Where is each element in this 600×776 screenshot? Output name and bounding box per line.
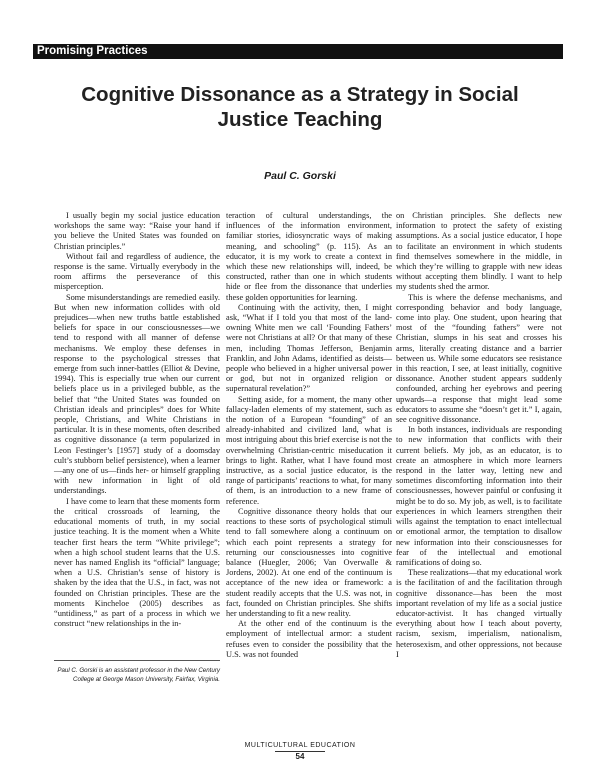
paragraph: I have come to learn that these moments form the critical crossroads of learning, the educational moments of truth, in my social justice teaching. It is the moment when a White teacher first hears the term “White privilege”; when a high school student learns that the U.S. never has named English its “official” language; when a U.S. Christian’s sense of history is shaken by the idea that the U.S., in fact, was not founded on Christian principles. These are the moments Kincheloe (2005) describes as “untidiness,” as part of a process in which we construct “new relationships in the in- — [54, 496, 220, 629]
section-banner: Promising Practices — [33, 44, 563, 59]
footer-journal-name: MULTICULTURAL EDUCATION — [244, 742, 356, 749]
author-note: Paul C. Gorski is an assistant professor in the New Century College at George Mason University, Fairfax, Virginia. — [57, 667, 220, 683]
paragraph: Cognitive dissonance theory holds that our reactions to these sorts of psychological stimuli tend to fall somewhere along a continuum on which each point represents a strategy for returning our consciousnesses into cognitive balance (Huegler, 2006; Van Overwalle & Jordens, 2002). At one end of the continuum is acceptance of the new idea or framework: a student readily accepts that the U.S. was not, in fact, founded on Christian principles. She shifts her understanding to fit a new reality. — [226, 506, 392, 618]
text-column-2 — [226, 211, 392, 660]
paragraph: These realizations—that my educational work is the facilitation of and the facilitation through cognitive dissonance—has been the most important revelation of my life as a social justice educator-activist. It has changed virtually everything about how I teach about poverty, racism, sexism, imperialism, nationalism, heterosexism, and other oppressions, not because I — [396, 568, 562, 659]
paragraph: In both instances, individuals are responding to new information that conflicts with their current beliefs. My job, as an educator, is to create an atmosphere in which more learners respond in the latter way, letting new and sometimes discomforting information into their consciousnesses, however painful or confusing it might be to do so. My job, as well, is to facilitate experiences in which learners strengthen their wills against the temptation to enact intellectual or emotional armor, the temptation to disallow new information into their consciousnesses for fear of the intellectual and emotional ramifications of doing so. — [396, 425, 562, 567]
paragraph: on Christian principles. She deflects new information to protect the safety of existing assumptions. As a social justice educator, I hope to facilitate an environment in which students find themselves somewhere in the middle, in which they’re willing to grapple with new ideas without accepting them blindly. I want to help my students shed the armor. — [396, 211, 562, 292]
author-note-divider — [54, 660, 220, 661]
paragraph: Setting aside, for a moment, the many other fallacy-laden elements of my statement, such as the notion of a European “founding” of an already-inhabited and civilized land, what is most intriguing about this brief exercise is not the overwhelming Christian-centric miseducation it brings to light. Rather, what I have found most instructive, as a social justice educator, is the range of participants’ reactions to what, for many of them, is an introduction to a new frame of reference. — [226, 394, 392, 506]
article-author: Paul C. Gorski — [264, 170, 336, 182]
paragraph: Continuing with the activity, then, I might ask, “What if I told you that most of the land-owning White men we call ‘Founding Fathers’ were not Christians at all? Or that many of these men, including Thomas Jefferson, Benjamin Franklin, and John Adams, identified as deists—people who believed in a higher universal power or god, but not in organized religion or supernatural revelation?” — [226, 302, 392, 394]
text-column-3 — [396, 211, 562, 660]
paragraph: Without fail and regardless of audience, the response is the same. Virtually everybody in the room affirms the perseverance of this misperception. — [54, 251, 220, 292]
paragraph: This is where the defense mechanisms, and corresponding behavior and body language, come into play. One student, upon hearing that most of the “founding fathers” were not Christian, slumps in his seat and crosses his arms, literally creating distance and a barrier between us. While some educators see resistance in this reaction, I see, at least initially, cognitive dissonance. Another student appears suddenly confounded, arching her eyebrows and peering upwards—a response that might lead some educators to assume she “doesn’t get it.” I, again, see cognitive dissonance. — [396, 292, 562, 425]
text-column-1 — [54, 211, 220, 629]
page-number: 54 — [295, 752, 305, 761]
article-title: Cognitive Dissonance as a Strategy in Social Justice Teaching — [81, 83, 519, 131]
paragraph: teraction of cultural understandings, the influences of the information environment, familiar stories, idiosyncratic ways of making meaning, and schooling” (p. 115). As an educator, it is my work to create a context in which these new relationships will, indeed, be constructed, rather than one in which students hide or flee from the dissonance that underlies these golden opportunities for learning. — [226, 211, 392, 302]
paragraph: I usually begin my social justice education workshops the same way: “Raise your hand if you believe the United States was founded on Christian principles.” — [54, 211, 220, 251]
paragraph: At the other end of the continuum is the employment of intellectual armor: a student refuses even to consider the possibility that the U.S. was not founded — [226, 619, 392, 659]
paragraph: Some misunderstandings are remedied easily. But when new information collides with old prejudices—when new truths battle established beliefs for space in our consciousnesses—we tend to respond with all manner of defense mechanisms. We employ these defenses in response to the psychological stresses that emerge from such inner-battles (Elliot & Devine, 1994). This is especially true when our current beliefs place us in a privileged bubble, as the belief that “the United States was founded on Christian ideals and principles” does for White people, Christians, and White Christians in particular. It is in these moments, often described as cognitive dissonance (a term popularized in Leon Festinger’s [1957] study of a doomsday cult’s stubborn belief persistence), when a learner—any one of us—finds her- or himself grappling with new information in light of old understandings. — [54, 292, 220, 496]
